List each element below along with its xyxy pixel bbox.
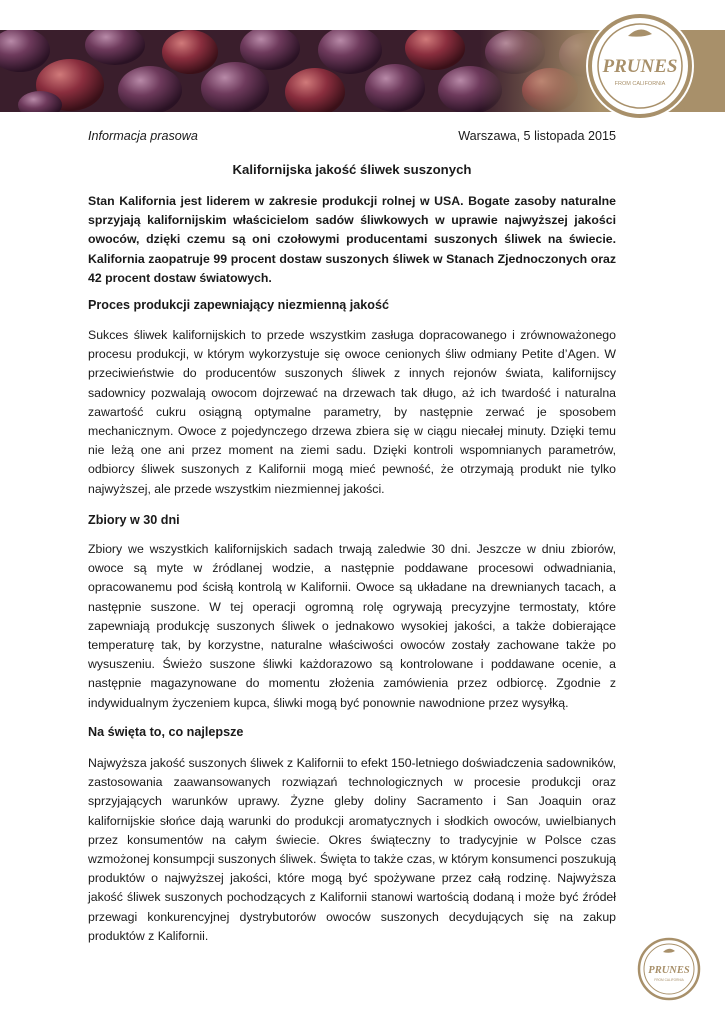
footer-logo-text: PRUNES [648, 965, 690, 976]
lead-paragraph: Stan Kalifornia jest liderem w zakresie produkcji rolnej w USA. Bogate zasoby naturalne sprzyjają kalifornijskim właścicielom sadów śliwkowych w uprawie najwyższej jakości owoców, dzięki czemu są oni czołowymi producentami suszonych śliwek na świecie. Kalifornia zaopatruje 99 procent dostaw suszonych śliwek w Stanach Zjednoczonych oraz 42 procent dostaw światowych. [88, 194, 616, 285]
section-heading-1: Proces produkcji zapewniający niezmienną jakość [88, 298, 389, 312]
section-body-3: Najwyższa jakość suszonych śliwek z Kalifornii to efekt 150-letniego doświadczenia sadowników, zastosowania zaawansowanych rozwiązań technologicznych w procesie produkcji oraz sprzyjających warunków uprawy. Żyzne gleby doliny Sacramento i San Joaquin oraz kalifornijskie słońce dają warunki do produkcji aromatycznych i słodkich owoców, uwielbianych przez konsumentów na całym świecie. Okres świąteczny to tradycyjnie w Polsce czas wzmożonej konsumpcji suszonych śliwek. Święta to także czas, w którym konsumenci poszukują produktów o najwyższej jakości, które mogą być spożywane przez całą rodzinę. Najwyższa jakość śliwek suszonych pochodzących z Kalifornii stanowi wartością dodaną i może być źródeł przewagi konkurencyjnej dystrybutorów owoców suszonych decydujących się na zakup produktów z Kalifornii. [88, 756, 616, 943]
section-heading-3: Na święta to, co najlepsze [88, 725, 244, 739]
header-banner [0, 0, 725, 122]
document-title: Kalifornijska jakość śliwek suszonych [232, 162, 472, 177]
section-body-2: Zbiory we wszystkich kalifornijskich sadach trwają zaledwie 30 dni. Jeszcze w dniu zbiorów, owoce są myte w źródlanej wodzie, a następnie poddawane procesowi odwadniania, opracowanemu pod ścisłą kontrolą w Kalifornii. Owoce są układane na drewnianych tacach, a następnie suszone. W tej operacji ogromną rolę ogrywają precyzyjne termostaty, które zapewniają produkcję suszonych śliwek o jednakowo wysokiej jakości, a także dobierające temperaturę tak, by korzystne, naturalne właściwości owoców zostały zachowane także po wysuszeniu. Świeżo suszone śliwki każdorazowo są kontrolowane i poddawane ocenie, a następnie magazynowane do momentu złożenia zamówienia przez odbiorcę. Zgodnie z indywidualnym życzeniem kupca, śliwki mogą być ponownie nawodnione przez wysyłką. [88, 542, 616, 710]
meta-row [88, 129, 616, 147]
section-body-1: Sukces śliwek kalifornijskich to przede wszystkim zasługa dopracowanego i zrównoważonego procesu produkcji, w którym wykorzystuje się owoce cenionych śliw odmiany Petite d’Agen. W przeciwieństwie do producentów suszonych śliwek z innych rejonów świata, kalifornijscy sadownicy pozwalają owocom dojrzewać na drzewach tak długo, aż ich twardość i naturalna zawartość cukru osiągną optymalne parametry, by następnie zerwać je sposobem mechanicznym. Owoce z pojedynczego drzewa zbiera się w ciągu niecałej minuty. Dzięki temu nie leżą one ani przez moment na ziemi sadu. Dzięki kontroli wspomnianych parametrów, odbiorcy śliwek suszonych z Kalifornii mogą mieć pewność, że otrzymają produkt nie tylko najwyższej, ale przede wszystkim niezmiennej jakości. [88, 328, 616, 496]
logo-text: PRUNES [602, 56, 678, 77]
plums-photo [0, 30, 600, 112]
section-heading-2: Zbiory w 30 dni [88, 513, 180, 527]
logo-subtext: FROM CALIFORNIA [614, 81, 666, 87]
footer-logo-subtext: FROM CALIFORNIA [654, 978, 684, 982]
prunes-logo-footer [637, 937, 701, 1001]
press-release-label: Informacja prasowa [88, 129, 198, 143]
prunes-logo [578, 8, 702, 122]
place-date: Warszawa, 5 listopada 2015 [458, 129, 616, 143]
registered-mark: ® [681, 105, 687, 114]
